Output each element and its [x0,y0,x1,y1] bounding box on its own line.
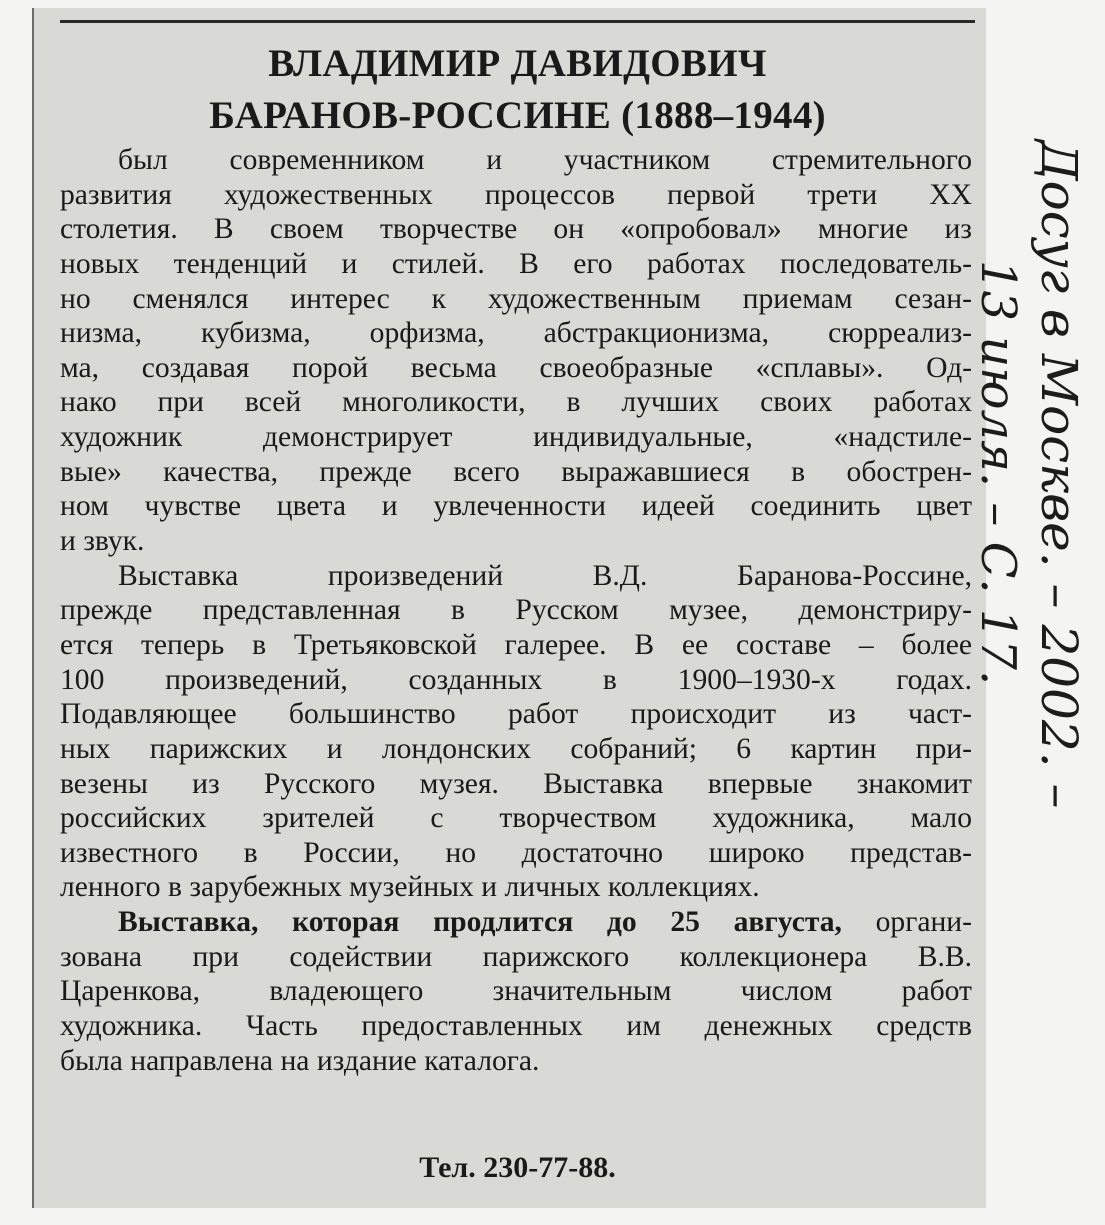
heading-line-2: БАРАНОВ-РОССИНЕ (1888–1944) [209,94,826,137]
text-line: была направлена на издание каталога. [60,1044,540,1077]
text-line: Царенкова, владеющего значительным числом работ [60,975,972,1008]
handwritten-note [950,140,1100,1140]
text-line: зована при содействии парижского коллекционера В.В. [60,940,972,973]
handwritten-line-2: 13 июля. – С. 17. [970,260,1026,686]
handwritten-line-1: Досуг в Москве. – 2002. – [1030,140,1088,809]
text-line: ется теперь в Третьяковской галерее. В ее составе – более [60,628,972,661]
text-line: нако при всей многоликости, в лучших своих работах [60,386,972,419]
article-body [60,143,972,1078]
text-line: 100 произведений, созданных в 1900–1930-х годах. [60,663,972,696]
text-line: ленного в зарубежных музейных и личных коллекциях. [60,871,760,904]
article-heading [60,38,975,142]
top-rule [60,20,975,23]
text-line: был современником и участником стремительного [118,144,972,176]
text-line: известного в России, но достаточно широко представ- [60,836,972,869]
text-line: низма, кубизма, орфизма, абстракционизма, сюрреализ- [60,317,972,350]
text-line: вые» качества, прежде всего выражавшиеся в обострен- [60,455,972,488]
text-line: художник демонстрирует индивидуальные, «надстиле- [60,421,972,454]
text-line: развития художественных процессов первой трети XX [60,178,972,211]
heading-line-1: ВЛАДИМИР ДАВИДОВИЧ [268,42,767,85]
text-line: столетия. В своем творчестве он «опробовал» многие из [60,213,972,246]
text-line: везены из Русского музея. Выставка впервые знакомит [60,767,972,800]
text-line [60,905,972,940]
text-line: и звук. [60,525,145,558]
text-line: Выставка произведений В.Д. Баранова-Россине, [118,559,972,592]
text-line: художника. Часть предоставленных им денежных средств [60,1010,972,1043]
text-line: ных парижских и лондонских собраний; 6 картин при- [60,732,972,765]
text-fragment: органи- [841,906,972,939]
text-line: но сменялся интерес к художественным приемам сезан- [60,282,972,315]
text-line: ма, создавая порой весьма своеобразные «сплавы». Од- [60,351,972,384]
phone-contact: Тел. 230-77-88. [419,1151,616,1184]
text-line: новых тенденций и стилей. В его работах последователь- [60,247,972,280]
text-line: прежде представленная в Русском музее, демонстриру- [60,594,972,627]
text-line: ном чувстве цвета и увлеченности идеей соединить цвет [60,490,972,523]
exhibition-dates-bold: Выставка, которая продлится до 25 августа, [118,906,842,939]
text-line: российских зрителей с творчеством художника, мало [60,802,972,835]
text-line: Подавляющее большинство работ происходит из част- [60,698,972,731]
